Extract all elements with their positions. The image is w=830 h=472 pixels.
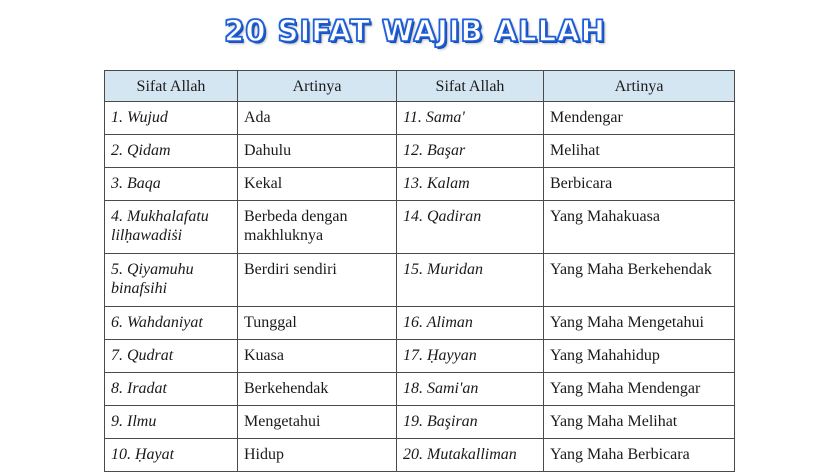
sifat-cell: 7. Qudrat bbox=[105, 340, 238, 373]
sifat-cell: 5. Qiyamuhu binafsihi bbox=[105, 254, 238, 307]
table-row bbox=[105, 254, 735, 307]
artinya-cell: Yang Maha Berbicara bbox=[544, 439, 735, 472]
artinya-cell: Mendengar bbox=[544, 102, 735, 135]
sifat-cell: 2. Qidam bbox=[105, 135, 238, 168]
sifat-cell: 16. Aliman bbox=[397, 307, 544, 340]
table-header-row bbox=[105, 71, 735, 102]
sifat-cell: 12. Başar bbox=[397, 135, 544, 168]
artinya-cell: Yang Mahahidup bbox=[544, 340, 735, 373]
artinya-cell: Melihat bbox=[544, 135, 735, 168]
sifat-cell: 4. Mukhalafatu lilḥawadiṡi bbox=[105, 201, 238, 254]
sifat-cell: 20. Mutakalliman bbox=[397, 439, 544, 472]
artinya-cell: Yang Maha Mengetahui bbox=[544, 307, 735, 340]
artinya-cell: Yang Maha Mendengar bbox=[544, 373, 735, 406]
sifat-cell: 19. Başiran bbox=[397, 406, 544, 439]
table-row bbox=[105, 135, 735, 168]
table-row bbox=[105, 307, 735, 340]
table-row bbox=[105, 373, 735, 406]
sifat-table bbox=[104, 70, 735, 472]
artinya-cell: Dahulu bbox=[238, 135, 397, 168]
artinya-cell: Kuasa bbox=[238, 340, 397, 373]
artinya-cell: Ada bbox=[238, 102, 397, 135]
sifat-cell: 18. Sami'an bbox=[397, 373, 544, 406]
sifat-cell: 15. Muridan bbox=[397, 254, 544, 307]
artinya-cell: Yang Maha Berkehendak bbox=[544, 254, 735, 307]
sifat-cell: 14. Qadiran bbox=[397, 201, 544, 254]
artinya-cell: Berkehendak bbox=[238, 373, 397, 406]
table-row bbox=[105, 406, 735, 439]
sifat-cell: 13. Kalam bbox=[397, 168, 544, 201]
table-row bbox=[105, 439, 735, 472]
sifat-cell: 8. Iradat bbox=[105, 373, 238, 406]
artinya-cell: Kekal bbox=[238, 168, 397, 201]
artinya-cell: Tunggal bbox=[238, 307, 397, 340]
table-row bbox=[105, 340, 735, 373]
table-row bbox=[105, 201, 735, 254]
artinya-cell: Berbicara bbox=[544, 168, 735, 201]
artinya-cell: Berbeda dengan makhluknya bbox=[238, 201, 397, 254]
sifat-cell: 11. Sama' bbox=[397, 102, 544, 135]
artinya-cell: Hidup bbox=[238, 439, 397, 472]
column-header-artinya-1: Artinya bbox=[238, 71, 397, 102]
sifat-cell: 3. Baqa bbox=[105, 168, 238, 201]
column-header-sifat-2: Sifat Allah bbox=[397, 71, 544, 102]
artinya-cell: Mengetahui bbox=[238, 406, 397, 439]
artinya-cell: Yang Mahakuasa bbox=[544, 201, 735, 254]
sifat-cell: 9. Ilmu bbox=[105, 406, 238, 439]
sifat-cell: 6. Wahdaniyat bbox=[105, 307, 238, 340]
column-header-artinya-2: Artinya bbox=[544, 71, 735, 102]
sifat-cell: 1. Wujud bbox=[105, 102, 238, 135]
table-row bbox=[105, 168, 735, 201]
page-title: 20 SIFAT WAJIB ALLAH bbox=[224, 14, 606, 48]
sifat-cell: 17. Ḥayyan bbox=[397, 340, 544, 373]
sifat-cell: 10. Ḥayat bbox=[105, 439, 238, 472]
table-row bbox=[105, 102, 735, 135]
artinya-cell: Yang Maha Melihat bbox=[544, 406, 735, 439]
column-header-sifat-1: Sifat Allah bbox=[105, 71, 238, 102]
artinya-cell: Berdiri sendiri bbox=[238, 254, 397, 307]
